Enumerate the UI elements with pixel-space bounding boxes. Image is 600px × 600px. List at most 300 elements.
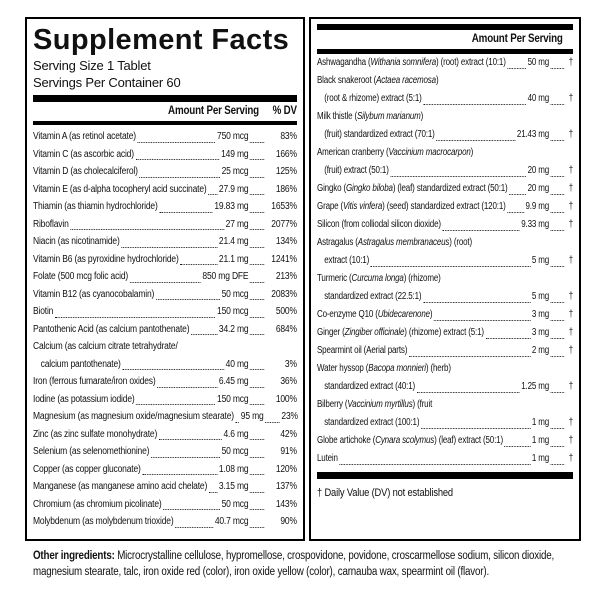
dotted-leader: [151, 443, 220, 458]
dotted-leader: [507, 54, 526, 69]
nutrient-name-continued: [317, 288, 421, 306]
nutrient-dv: 91%: [280, 446, 297, 457]
nutrient-name: [317, 216, 441, 234]
row-line: [33, 216, 297, 234]
row-line: [33, 426, 297, 444]
nutrient-row: [33, 321, 297, 339]
dotted-leader: [121, 233, 217, 248]
nutrient-name: [33, 391, 135, 409]
daily-value-dagger: †: [568, 309, 573, 320]
nutrient-row: [317, 432, 573, 450]
name-text: Vitamin A (as retinol acetate): [33, 131, 136, 142]
nutrient-amount: 50 mg: [527, 57, 549, 68]
row-line: [33, 268, 297, 286]
nutrient-amount: 5 mg: [531, 255, 549, 266]
nutrient-row: [33, 181, 297, 199]
nutrient-amount: 25 mcg: [221, 166, 249, 177]
dotted-leader: [250, 461, 264, 476]
dotted-leader: [250, 163, 264, 178]
nutrient-row: [33, 216, 297, 234]
dotted-leader: [250, 233, 264, 248]
dotted-leader: [138, 128, 216, 143]
nutrient-name: [317, 342, 407, 360]
row-line: [317, 378, 573, 396]
species-name-italic: Ubidecarenone: [377, 309, 430, 320]
dotted-leader: [159, 198, 212, 213]
nutrient-name: [317, 198, 506, 216]
nutrient-row: [33, 146, 297, 164]
name-text: Astragalus (: [317, 237, 358, 248]
nutrient-row: [33, 128, 297, 146]
supplement-facts-panel: [25, 17, 305, 541]
dotted-leader: [142, 461, 217, 476]
nutrient-amount: 40 mg: [527, 93, 549, 104]
nutrient-dv: 1653%: [271, 201, 297, 212]
nutrient-name-continued: [317, 414, 419, 432]
nutrient-row: [33, 373, 297, 391]
dotted-leader: [551, 378, 565, 393]
dotted-leader: [507, 198, 524, 213]
row-line: [33, 496, 297, 514]
nutrient-row: [317, 216, 573, 234]
nutrient-name: [317, 324, 484, 342]
nutrient-row: [33, 461, 297, 479]
nutrient-name: [33, 286, 154, 304]
name-text: Bilberry (: [317, 399, 348, 410]
dotted-leader: [551, 288, 565, 303]
nutrient-name-continued: [317, 90, 422, 108]
name-text: Niacin (as nicotinamide): [33, 236, 120, 247]
dotted-leader: [136, 146, 220, 161]
name-text: Globe artichoke (: [317, 435, 376, 446]
dotted-leader: [551, 306, 565, 321]
name-text: Co-enzyme Q10 (: [317, 309, 378, 320]
dotted-leader: [209, 478, 217, 493]
nutrient-dv: 684%: [275, 323, 297, 335]
row-line: [317, 288, 573, 306]
name-text: ) (rhizome): [403, 273, 441, 284]
nutrient-name: [317, 396, 432, 414]
nutrient-amount: 50 mcg: [221, 288, 249, 300]
row-line: [317, 234, 573, 252]
nutrient-amount: 19.83 mg: [214, 201, 249, 212]
row-line: [317, 342, 573, 360]
name-text: Ginger (: [317, 327, 345, 338]
species-name-italic: Vitis vinfera: [343, 201, 383, 212]
name-text: Turmeric (: [317, 273, 352, 284]
daily-value-dagger: †: [568, 57, 573, 68]
dotted-leader: [250, 146, 264, 161]
row-line: [33, 373, 297, 391]
nutrient-dv: 134%: [275, 236, 297, 247]
nutrient-name: [33, 321, 189, 339]
nutrient-name: [33, 233, 120, 251]
daily-value-dagger: †: [568, 345, 573, 356]
nutrient-name: [33, 268, 128, 286]
nutrient-name: [33, 373, 156, 391]
row-line: [317, 414, 573, 432]
nutrient-row: [317, 360, 573, 396]
amount-per-serving-header: Amount Per Serving: [168, 105, 259, 117]
dotted-leader: [250, 216, 264, 231]
species-name-italic: Zingiber officinale: [344, 327, 405, 338]
nutrient-row: [33, 303, 297, 321]
nutrient-dv: 3%: [284, 358, 297, 370]
species-name-italic: Vaccinium myrtillus: [347, 399, 413, 410]
dotted-leader: [163, 496, 220, 511]
nutrient-row: [317, 108, 573, 144]
nutrient-name: [317, 108, 423, 126]
species-name-italic: Bacopa monnieri: [368, 363, 426, 374]
dotted-leader: [505, 432, 531, 447]
name-text: American cranberry (: [317, 147, 389, 158]
daily-value-dagger: †: [568, 417, 573, 428]
nutrient-row: [33, 426, 297, 444]
nutrient-row: [317, 342, 573, 360]
name-text: Selenium (as selenomethionine): [33, 446, 150, 457]
daily-value-dagger: †: [568, 291, 573, 302]
nutrient-amount: 3.15 mg: [218, 481, 249, 492]
nutrient-amount: 6.45 mg: [218, 376, 249, 387]
nutrient-name: [33, 496, 162, 514]
other-ingredients-section: [33, 549, 573, 580]
row-line: [33, 478, 297, 496]
daily-value-dagger: †: [568, 435, 573, 446]
nutrient-row: [317, 324, 573, 342]
nutrient-amount: 2 mg: [531, 345, 549, 356]
dotted-leader: [551, 414, 565, 429]
dotted-leader: [551, 180, 565, 195]
species-name-italic: Actaea racemosa: [376, 75, 436, 86]
dotted-leader: [156, 286, 220, 301]
nutrient-amount: 21.4 mg: [218, 236, 249, 247]
nutrient-dv: 2077%: [271, 218, 297, 230]
dotted-leader: [551, 342, 565, 357]
name-text: Black snakeroot (: [317, 75, 377, 86]
row-line: [33, 181, 297, 199]
nutrient-amount: 150 mcg: [217, 393, 249, 405]
name-text: standardized extract (100:1): [324, 417, 420, 428]
dotted-leader: [250, 513, 264, 528]
nutrient-name: [317, 432, 503, 450]
name-text: Vitamin D (as cholecalciferol): [33, 166, 138, 177]
name-text: ): [429, 309, 433, 320]
nutrient-amount: 21.1 mg: [218, 253, 249, 265]
nutrient-name-continued: [317, 162, 389, 180]
nutrient-amount: 9.9 mg: [525, 201, 549, 212]
nutrient-name: [33, 198, 158, 216]
nutrient-name: [33, 338, 178, 356]
name-text: Ashwagandha (: [317, 57, 371, 68]
row-line: [317, 198, 573, 216]
daily-value-footnote: † Daily Value (DV) not established: [317, 487, 453, 499]
name-text: ): [420, 111, 424, 122]
dotted-leader: [551, 162, 565, 177]
name-text: Iodine (as potassium iodide): [33, 393, 135, 405]
nutrient-amount: 3 mg: [531, 309, 549, 320]
row-line: [317, 396, 573, 414]
dotted-leader: [175, 513, 213, 528]
dotted-leader: [130, 268, 201, 283]
name-text: Calcium (as calcium citrate tetrahydrate/: [33, 341, 178, 352]
nutrient-name: [317, 234, 472, 252]
nutrient-dv: 500%: [275, 306, 297, 317]
name-text: Iron (ferrous fumarate/iron oxides): [33, 376, 156, 387]
dotted-leader: [551, 90, 565, 105]
dotted-leader: [436, 126, 515, 141]
nutrient-amount: 1.25 mg: [521, 381, 549, 392]
nutrient-amount: 20 mg: [527, 165, 549, 176]
row-line: [33, 303, 297, 321]
daily-value-dagger: †: [568, 93, 573, 104]
dotted-leader: [390, 162, 526, 177]
dotted-leader: [434, 306, 530, 321]
row-line: [33, 356, 297, 374]
name-text: Grape (: [317, 201, 344, 212]
nutrient-dv: 143%: [275, 498, 297, 510]
nutrient-amount: 27 mg: [225, 218, 249, 230]
name-text: calcium pantothenate): [40, 358, 121, 370]
nutrient-dv: 83%: [280, 131, 297, 142]
nutrient-dv: 2083%: [271, 288, 297, 300]
nutrient-amount: 3 mg: [531, 327, 549, 338]
name-text: Magnesium (as magnesium oxide/magnesium stearate): [33, 411, 234, 422]
divider-bar: [33, 95, 297, 102]
nutrient-dv: 100%: [275, 393, 297, 405]
daily-value-dagger: †: [568, 183, 573, 194]
nutrient-name: [33, 303, 53, 321]
row-line: [33, 461, 297, 479]
dotted-leader: [551, 324, 565, 339]
name-text: ) (fruit: [412, 399, 433, 410]
name-text: ) (leaf) extract (50:1): [434, 435, 503, 446]
dotted-leader: [250, 268, 264, 283]
nutrient-amount: 21.43 mg: [516, 129, 549, 140]
name-text: standardized extract (22.5:1): [324, 291, 422, 302]
nutrient-row: [33, 443, 297, 461]
daily-value-dagger: †: [568, 255, 573, 266]
nutrient-row: [33, 268, 297, 286]
daily-value-dagger: †: [568, 381, 573, 392]
row-line: [33, 163, 297, 181]
dotted-leader: [250, 303, 264, 318]
nutrient-name: [317, 72, 438, 90]
dotted-leader: [250, 391, 264, 406]
nutrient-dv: 137%: [275, 481, 297, 492]
row-line: [33, 513, 297, 531]
name-text: Gingko (: [317, 183, 346, 194]
column-headers: [33, 102, 297, 121]
nutrient-name: [33, 216, 69, 234]
name-text: Spearmint oil (Aerial parts): [317, 345, 408, 356]
dotted-leader: [421, 414, 530, 429]
row-line: [317, 162, 573, 180]
nutrient-row: [33, 513, 297, 531]
nutrient-dv: 166%: [275, 148, 297, 160]
dotted-leader: [250, 198, 264, 213]
dotted-leader: [371, 252, 531, 267]
name-text: Biotin: [33, 306, 54, 317]
name-text: Vitamin B6 (as pyroxidine hydrochloride): [33, 253, 179, 265]
dotted-leader: [551, 432, 565, 447]
dotted-leader: [265, 408, 279, 423]
nutrient-amount: 1 mg: [531, 435, 549, 446]
nutrient-dv: 42%: [280, 428, 297, 440]
name-text: ) (rhizome) extract (5:1): [404, 327, 484, 338]
dotted-leader: [136, 391, 215, 406]
nutrient-row: [317, 306, 573, 324]
nutrient-name: [33, 181, 207, 199]
nutrient-row: [33, 233, 297, 251]
row-line: [317, 270, 573, 288]
species-name-italic: Cynara scolymus: [375, 435, 435, 446]
nutrient-name: [317, 270, 441, 288]
row-line: [317, 108, 573, 126]
nutrient-name: [33, 443, 149, 461]
row-line: [317, 72, 573, 90]
nutrient-dv: 1241%: [271, 253, 297, 265]
dotted-leader: [551, 54, 565, 69]
dotted-leader: [250, 478, 264, 493]
row-line: [317, 126, 573, 144]
dotted-leader: [417, 378, 520, 393]
name-text: (fruit) extract (50:1): [324, 165, 389, 176]
row-line: [317, 54, 573, 72]
nutrient-amount: 9.33 mg: [521, 219, 549, 230]
row-line: [317, 252, 573, 270]
row-line: [33, 128, 297, 146]
nutrient-row: [317, 198, 573, 216]
nutrient-dv: 125%: [275, 166, 297, 177]
divider-bar: [33, 121, 297, 125]
dotted-leader: [442, 216, 519, 231]
name-text: Silicon (from colliodal silicon dioxide): [317, 219, 441, 230]
nutrient-amount: 1.08 mg: [218, 463, 249, 475]
name-text: Vitamin B12 (as cyanocobalamin): [33, 288, 155, 300]
amount-per-serving-header: Amount Per Serving: [471, 33, 563, 45]
panel-title: Supplement Facts: [33, 24, 290, 56]
name-text: Riboflavin: [33, 218, 69, 230]
row-line: [33, 198, 297, 216]
name-text: ) (seed) standardized extract (120:1): [382, 201, 506, 212]
row-line: [317, 144, 573, 162]
name-text: Zinc (as zinc sulfate monohydrate): [33, 428, 158, 440]
dotted-leader: [551, 198, 565, 213]
nutrient-name: [33, 513, 174, 531]
nutrient-name: [33, 251, 179, 269]
dotted-leader: [250, 356, 264, 371]
row-line: [33, 146, 297, 164]
name-text: Thiamin (as thiamin hydrochloride): [33, 201, 158, 212]
row-line: [317, 306, 573, 324]
species-name-italic: Gingko biloba: [345, 183, 393, 194]
dotted-leader: [339, 450, 530, 465]
nutrient-name: [317, 450, 338, 468]
nutrient-row: [33, 496, 297, 514]
herbal-ingredient-list: [317, 54, 573, 468]
nutrient-amount: 27.9 mg: [218, 183, 249, 195]
dotted-leader: [551, 450, 565, 465]
servings-per-container: Servings Per Container 60: [33, 75, 181, 90]
dotted-leader: [122, 356, 224, 371]
nutrient-row: [33, 391, 297, 409]
name-text: ): [435, 75, 439, 86]
nutrient-name: [33, 426, 157, 444]
nutrient-amount: 50 mcg: [221, 498, 249, 510]
nutrient-name: [317, 180, 508, 198]
species-name-italic: Silybum marianum: [356, 111, 421, 122]
nutrient-row: [317, 270, 573, 306]
dotted-leader: [423, 90, 526, 105]
dotted-leader: [191, 321, 217, 336]
name-text: ): [470, 147, 474, 158]
nutrient-amount: 40 mg: [225, 358, 249, 370]
nutrient-row: [317, 234, 573, 270]
dotted-leader: [551, 216, 565, 231]
nutrient-name: [33, 461, 141, 479]
row-line: [33, 233, 297, 251]
daily-value-dagger: †: [568, 165, 573, 176]
row-line: [33, 408, 297, 426]
dotted-leader: [509, 180, 526, 195]
nutrient-row: [317, 54, 573, 72]
nutrient-name-continued: [317, 252, 369, 270]
nutrient-amount: 1 mg: [531, 453, 549, 464]
nutrient-row: [317, 72, 573, 108]
name-text: extract (10:1): [324, 255, 370, 266]
nutrient-amount: 149 mg: [221, 148, 249, 160]
daily-value-dagger: †: [568, 201, 573, 212]
nutrient-name: [317, 54, 506, 72]
name-text: Molybdenum (as molybdenum trioxide): [33, 516, 174, 527]
nutrient-amount: 20 mg: [527, 183, 549, 194]
row-line: [317, 360, 573, 378]
species-name-italic: Withania somnifera: [370, 57, 437, 68]
nutrient-amount: 1 mg: [531, 417, 549, 428]
name-text: Pantothenic Acid (as calcium pantothenate): [33, 323, 190, 335]
dotted-leader: [250, 321, 264, 336]
name-text: Folate (500 mcg folic acid): [33, 271, 129, 282]
daily-value-dagger: †: [568, 129, 573, 140]
nutrient-row: [317, 396, 573, 432]
row-line: [33, 286, 297, 304]
dotted-leader: [250, 128, 264, 143]
name-text: ) (root): [449, 237, 472, 248]
dotted-leader: [250, 426, 264, 441]
other-ingredients-label: Other ingredients:: [33, 550, 115, 562]
nutrient-row: [33, 163, 297, 181]
nutrient-amount: 95 mg: [240, 411, 264, 422]
nutrient-name: [317, 360, 451, 378]
nutrient-list: [33, 128, 297, 531]
nutrient-name: [317, 306, 432, 324]
dotted-leader: [236, 408, 239, 423]
nutrient-row: [33, 251, 297, 269]
nutrient-dv: 36%: [280, 376, 297, 387]
dotted-leader: [250, 496, 264, 511]
name-text: ) (root) extract (10:1): [436, 57, 506, 68]
daily-value-dagger: †: [568, 219, 573, 230]
row-line: [317, 324, 573, 342]
row-line: [317, 90, 573, 108]
nutrient-amount: 850 mg DFE: [202, 271, 249, 282]
row-line: [317, 450, 573, 468]
dotted-leader: [70, 216, 224, 231]
serving-size: Serving Size 1 Tablet: [33, 58, 151, 73]
nutrient-amount: 5 mg: [531, 291, 549, 302]
dotted-leader: [250, 443, 264, 458]
name-text: ) (leaf) standardized extract (50:1): [392, 183, 508, 194]
